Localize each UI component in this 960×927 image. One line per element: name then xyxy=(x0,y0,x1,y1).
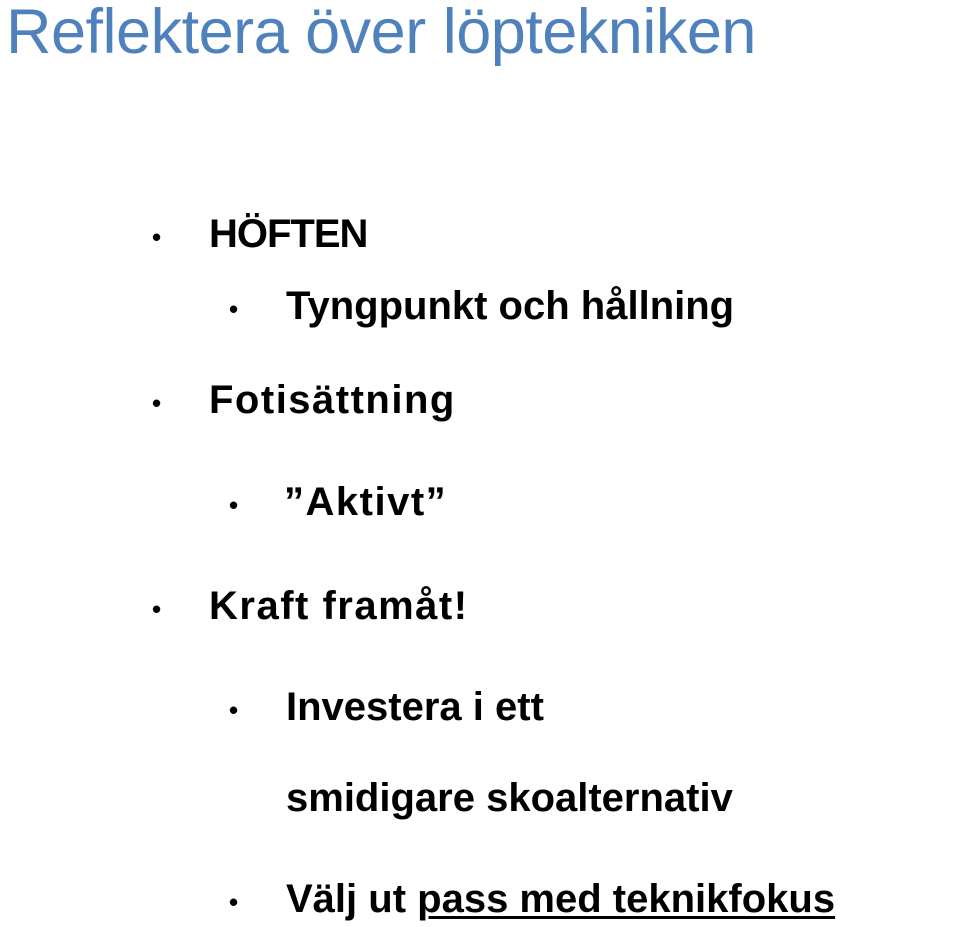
bullet-icon: • xyxy=(152,594,162,624)
bullet-kraft: Kraft framåt! xyxy=(209,584,469,628)
teknikfokus-link[interactable]: pass med teknikfokus xyxy=(417,877,836,921)
bullet-fotisattning: Fotisättning xyxy=(209,378,456,422)
bullet-icon: • xyxy=(229,887,239,917)
bullet-icon: • xyxy=(229,490,239,520)
bullet-tyngpunkt: Tyngpunkt och hållning xyxy=(286,284,735,328)
valj-prefix: Välj ut xyxy=(286,877,418,921)
bullet-hoften: HÖFTEN xyxy=(209,212,368,256)
bullet-icon: • xyxy=(229,695,239,725)
bullet-icon: • xyxy=(152,388,162,418)
bullet-investera-line2: smidigare skoalternativ xyxy=(286,776,733,820)
bullet-investera-line1: Investera i ett xyxy=(286,685,544,729)
bullet-valj xyxy=(286,879,835,919)
bullet-icon: • xyxy=(152,222,162,252)
bullet-icon: • xyxy=(229,294,239,324)
slide-title: Reflektera över löptekniken xyxy=(6,0,756,67)
bullet-aktivt: ”Aktivt” xyxy=(284,480,448,524)
